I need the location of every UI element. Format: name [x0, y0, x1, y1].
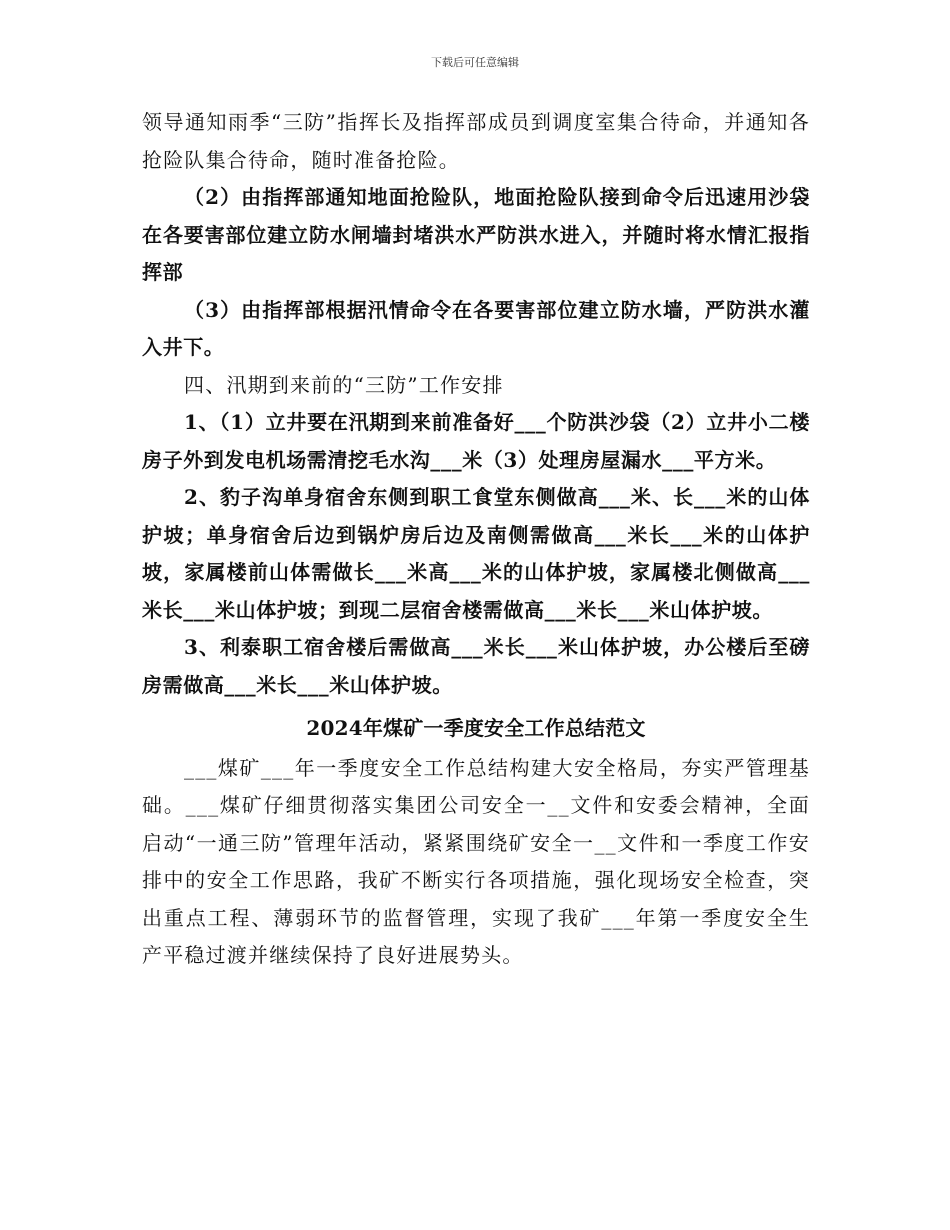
- paragraph-item-1: 1、（1）立井要在汛期到来前准备好___个防洪沙袋（2）立井小二楼房子外到发电机场需清挖毛水沟___米（3）处理房屋漏水___平方米。: [142, 410, 810, 472]
- paragraph-step-2: （2）由指挥部通知地面抢险队，地面抢险队接到命令后迅速用沙袋在各要害部位建立防水闸墙封堵洪水严防洪水进入，并随时将水情汇报指挥部: [142, 185, 810, 284]
- paragraph-notice: 领导通知雨季“三防”指挥长及指挥部成员到调度室集合待命，并通知各抢险队集合待命，随时准备抢险。: [142, 110, 810, 172]
- document-body: [142, 104, 810, 975]
- document-title: 2024年煤矿一季度安全工作总结范文: [306, 716, 646, 740]
- paragraph-item-2: 2、豹子沟单身宿舍东侧到职工食堂东侧做高___米、长___米的山体护坡；单身宿舍后边到锅炉房后边及南侧需做高___米长___米的山体护坡，家属楼前山体需做长___米高___米的山体护坡，家属楼北侧做高___米长___米山体护坡；到现二层宿舍楼需做高___米长___米山体护坡。: [142, 485, 810, 622]
- page-header: 下载后可任意编辑: [431, 56, 519, 69]
- section-heading-four: 四、汛期到来前的“三防”工作安排: [184, 372, 504, 397]
- paragraph-step-3: （3）由指挥部根据汛情命令在各要害部位建立防水墙，严防洪水灌入井下。: [142, 297, 810, 359]
- paragraph-item-3: 3、利泰职工宿舍楼后需做高___米长___米山体护坡，办公楼后至磅房需做高___米长___米山体护坡。: [142, 635, 810, 697]
- summary-paragraph: ___煤矿___年一季度安全工作总结构建大安全格局，夯实严管理基础。___煤矿仔细贯彻落实集团公司安全一__文件和安委会精神，全面启动“一通三防”管理年活动，紧紧围绕矿安全一__文件和一季度工作安排中的安全工作思路，我矿不断实行各项措施，强化现场安全检查，突出重点工程、薄弱环节的监督管理，实现了我矿___年第一季度安全生产平稳过渡并继续保持了良好进展势头。: [142, 755, 810, 967]
